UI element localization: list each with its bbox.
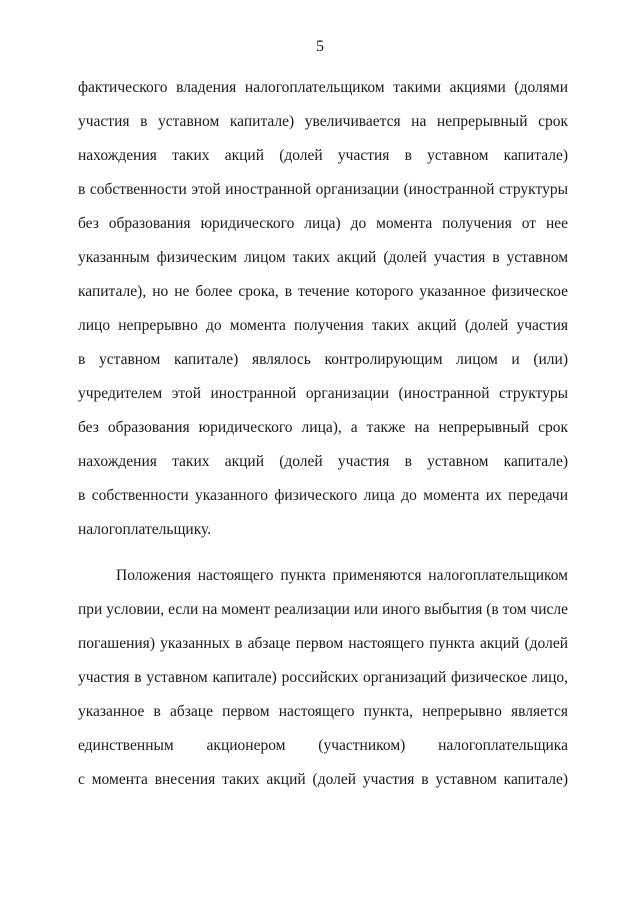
text-line: погашения) указанных в абзаце первом настоящего пункта акций (долей	[78, 635, 568, 652]
text-line: нахождения таких акций (долей участия в уставном капитале)	[78, 147, 568, 164]
text-line: указанным физическим лицом таких акций (долей участия в уставном	[78, 249, 568, 266]
text-line: указанное в абзаце первом настоящего пункта, непрерывно является	[78, 703, 568, 720]
paragraph-first-line: Положения настоящего пункта применяются налогоплательщиком	[116, 567, 568, 584]
text-line: в уставном капитале) являлось контролирующим лицом и (или)	[78, 351, 568, 368]
text-line: без образования юридического лица) до момента получения от нее	[78, 215, 568, 232]
text-line: лицо непрерывно до момента получения таких акций (долей участия	[78, 317, 568, 334]
text-line: учредителем этой иностранной организации (иностранной структуры	[78, 385, 568, 402]
page-number: 5	[316, 38, 324, 55]
text-line: в собственности этой иностранной организации (иностранной структуры	[78, 181, 568, 198]
text-line: участия в уставном капитале) российских организаций физическое лицо,	[78, 669, 568, 686]
text-line: с момента внесения таких акций (долей участия в уставном капитале)	[78, 771, 568, 788]
text-line: капитале), но не более срока, в течение которого указанное физическое	[78, 283, 568, 300]
text-line: нахождения таких акций (долей участия в уставном капитале)	[78, 453, 568, 470]
text-line: налогоплательщику.	[78, 521, 212, 538]
text-line: при условии, если на момент реализации или иного выбытия (в том числе	[78, 601, 568, 618]
text-line: участия в уставном капитале) увеличивается на непрерывный срок	[78, 113, 568, 130]
text-line: без образования юридического лица), а также на непрерывный срок	[78, 419, 568, 436]
text-line: фактического владения налогоплательщиком такими акциями (долями	[78, 79, 568, 96]
text-line: в собственности указанного физического лица до момента их передачи	[78, 487, 568, 504]
text-line: единственным акционером (участником) налогоплательщика	[78, 737, 568, 754]
